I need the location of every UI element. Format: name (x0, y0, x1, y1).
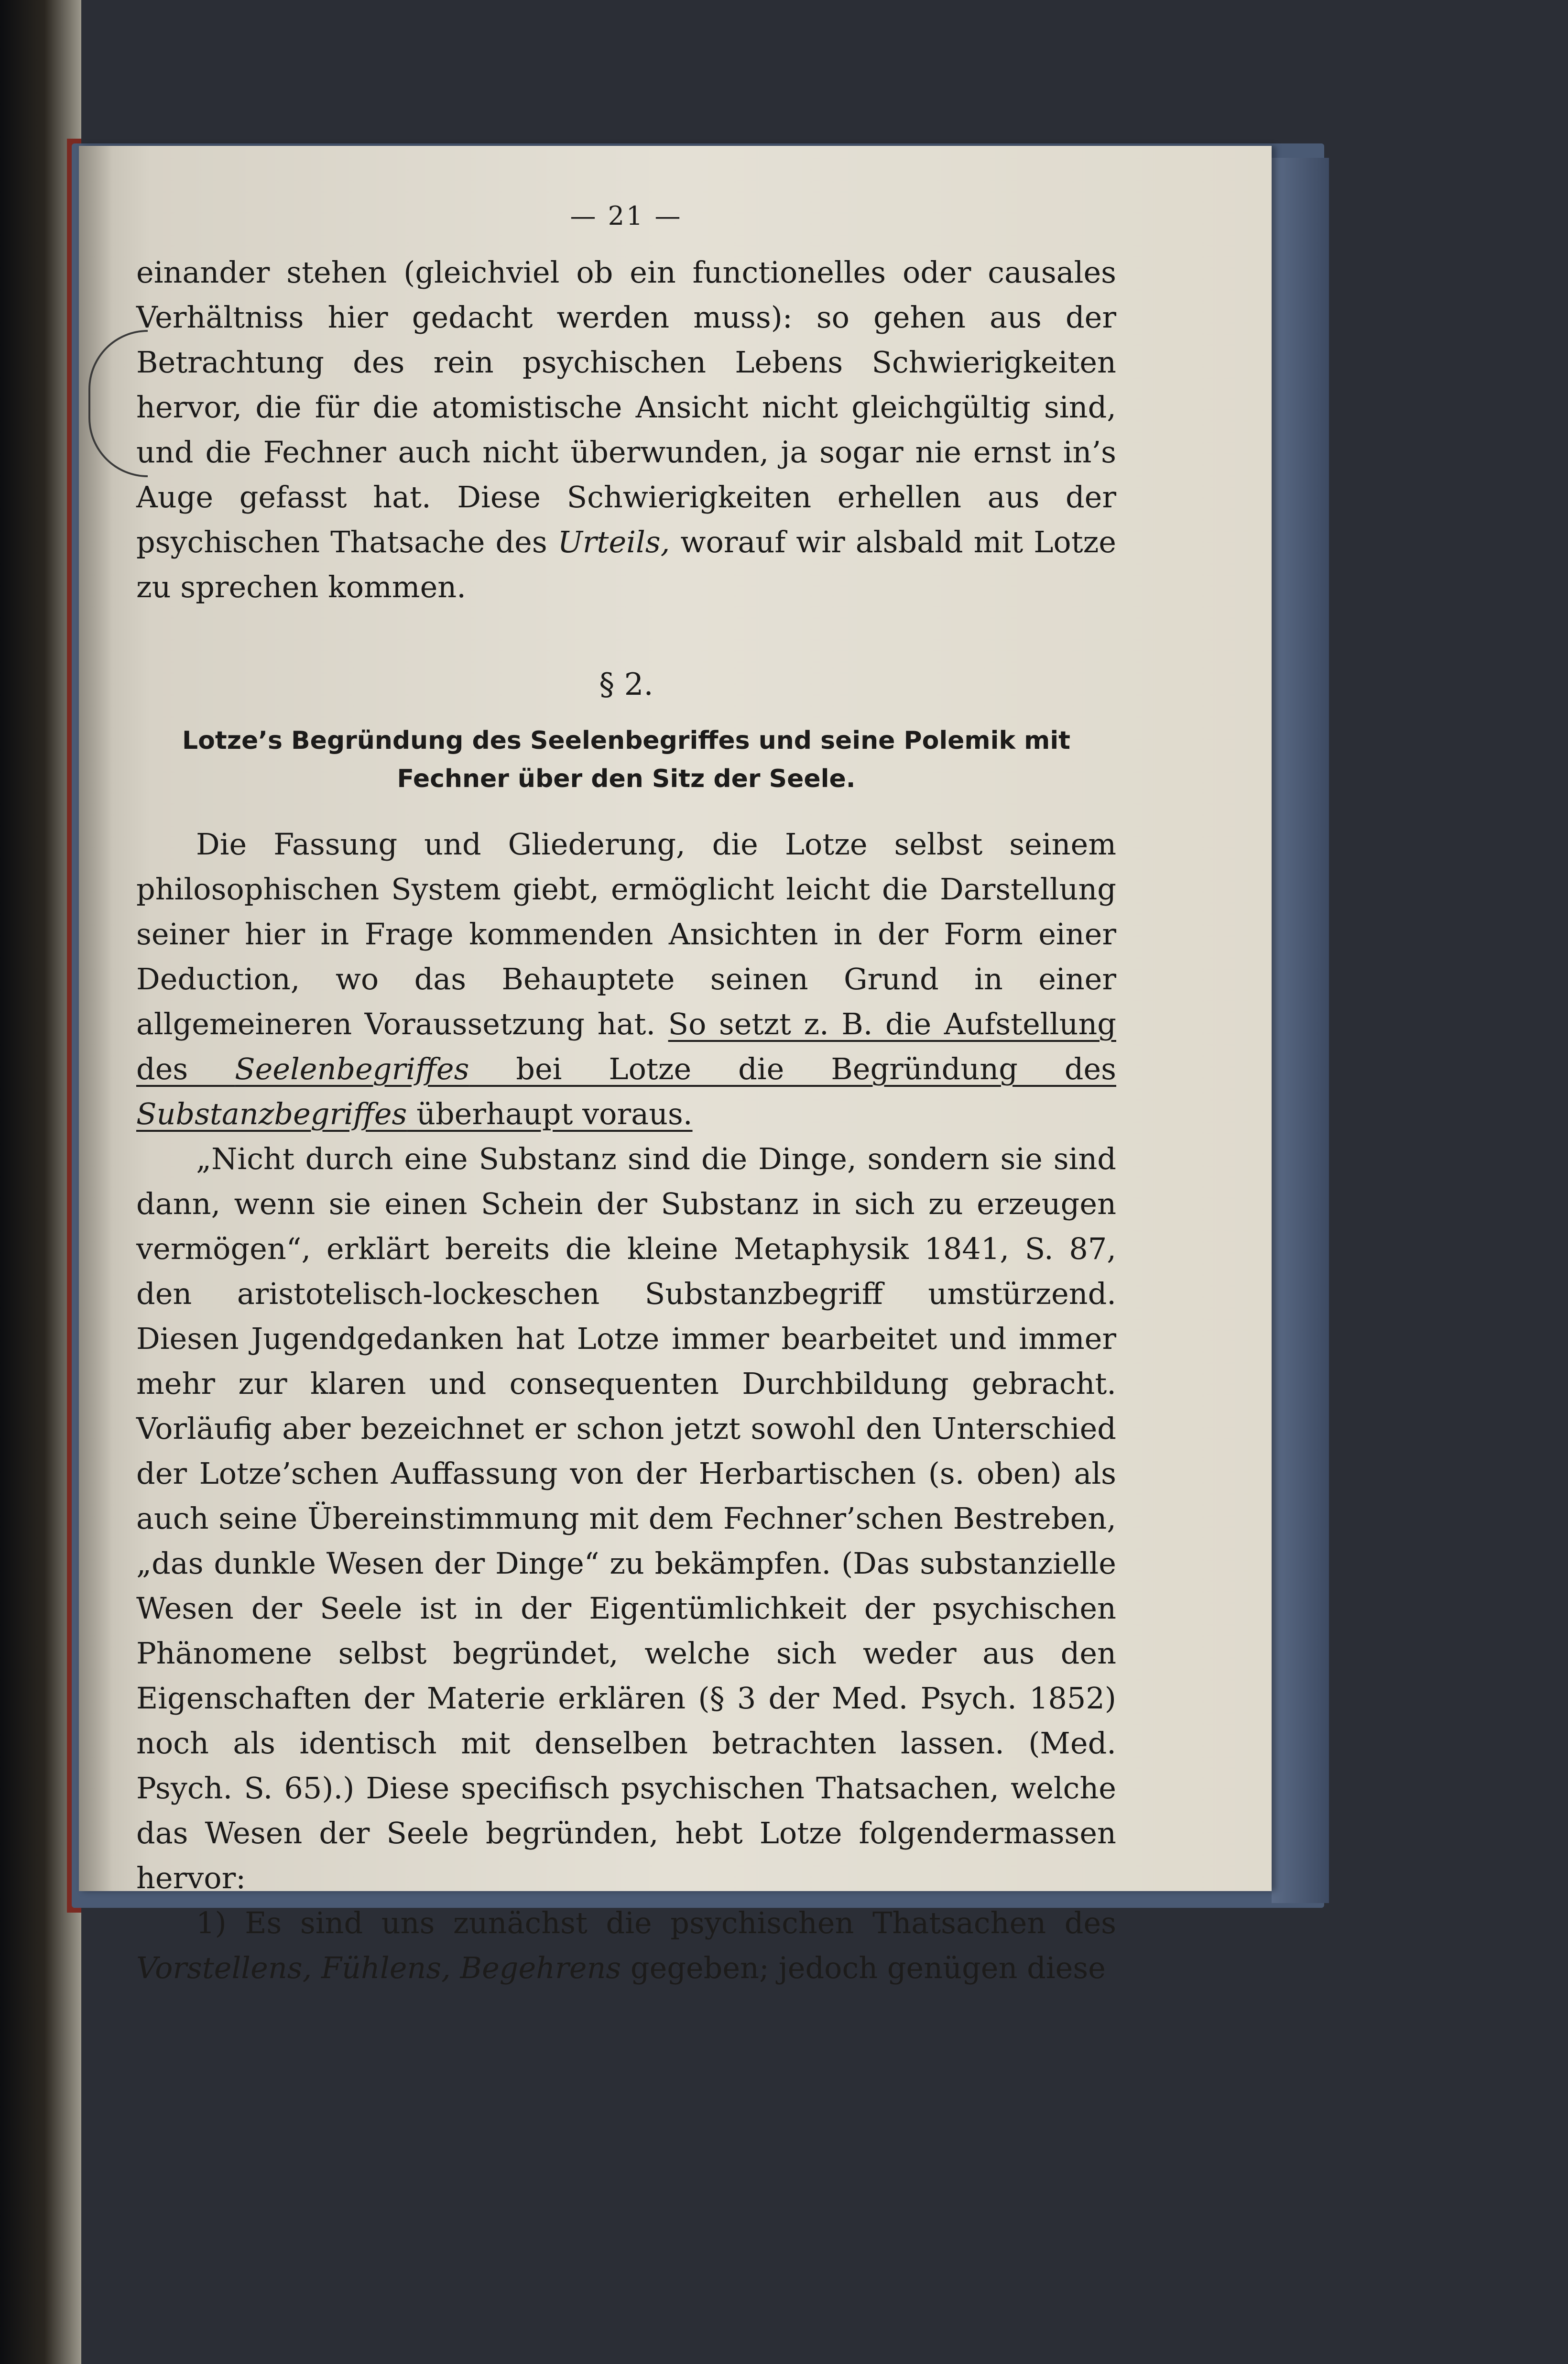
section-heading-line-2: Fechner über den Sitz der Seele. (397, 765, 856, 793)
paragraph-1 (136, 250, 1116, 610)
section-heading-line-1: Lotze’s Begründung des Seelenbegriffes und seine Polemik mit (182, 726, 1070, 755)
paragraph-1-emphasis: Urteils, (557, 525, 670, 559)
section-heading (136, 722, 1116, 798)
underlined-part-1: So setzt z. B. die Aufstellung des (136, 1007, 1116, 1086)
underlined-emphasis-2: Substanzbegriffes (136, 1096, 407, 1131)
paragraph-4-text-2: gegeben; jedoch genügen diese (621, 1950, 1106, 1985)
paragraph-1-end: worauf wir alsbald mit Lotze zu sprechen kommen. (136, 525, 1116, 604)
paragraph-3: „Nicht durch eine Substanz sind die Dinge, sondern sie sind dann, wenn sie einen Schein der Substanz in sich zu erzeugen vermögen“, erklärt bereits die kleine Metaphysik 1841, S. 87, den aristotelisch-lockeschen Substanzbegriff umstürzend. Diesen Jugendgedanken hat Lotze immer bearbeitet und immer mehr zur klaren und consequenten Durchbildung gebracht. Vorläufig aber bezeichnet er schon jetzt sowohl den Unterschied der Lotze’schen Auffassung von der Herbartischen (s. oben) als auch seine Übereinstimmung mit dem Fechner’schen Bestreben, „das dunkle Wesen der Dinge“ zu bekämpfen. (Das substanzielle Wesen der Seele ist in der Eigentümlichkeit der psychischen Phänomene selbst begründet, welche sich weder aus den Eigenschaften der Materie erklären (§ 3 der Med. Psych. 1852) noch als identisch mit denselben betrachten lassen. (Med. Psych. S. 65).) Diese specifisch psychischen Thatsachen, welche das Wesen der Seele begründen, hebt Lotze folgendermassen hervor: (136, 1141, 1116, 1895)
underlined-part-3: überhaupt voraus. (407, 1096, 693, 1131)
paragraph-1-text: einander stehen (gleichviel ob ein functionelles oder causales Verhältniss hier gedacht werden muss): so gehen aus der Betrachtung des rein psychischen Lebens Schwierigkeiten hervor, die für die atomistische Ansicht nicht gleichgültig sind, und die Fechner auch nicht überwunden, ja sogar nie ernst in’s Auge gefasst hat. Diese Schwierigkeiten erhellen aus der psychischen Thatsache des (136, 255, 1116, 559)
paragraph-2-text: Die Fassung und Gliederung, die Lotze selbst seinem philosophischen System giebt, ermöglicht leicht die Darstellung seiner hier in Frage kommenden Ansichten in der Form einer Deduction, wo das Behauptete seinen Grund in einer allgemeineren Voraussetzung hat. (136, 827, 1116, 1041)
paragraph-2 (136, 822, 1116, 1137)
book-cover-side (1272, 158, 1329, 1903)
paragraph-4-emphasis: Vorstellens, Fühlens, Begehrens (136, 1950, 621, 1985)
underlined-part-2: bei Lotze die Begründung des (469, 1051, 1116, 1086)
paragraph-4 (136, 1901, 1116, 1991)
page-number-header: — 21 — (570, 201, 683, 231)
page-text (136, 201, 1116, 1991)
underlined-emphasis-1: Seelenbegriffes (235, 1051, 469, 1086)
section-number: § 2. (599, 667, 653, 702)
paragraph-4-text-1: 1) Es sind uns zunächst die psychischen Thatsachen des (196, 1905, 1116, 1940)
